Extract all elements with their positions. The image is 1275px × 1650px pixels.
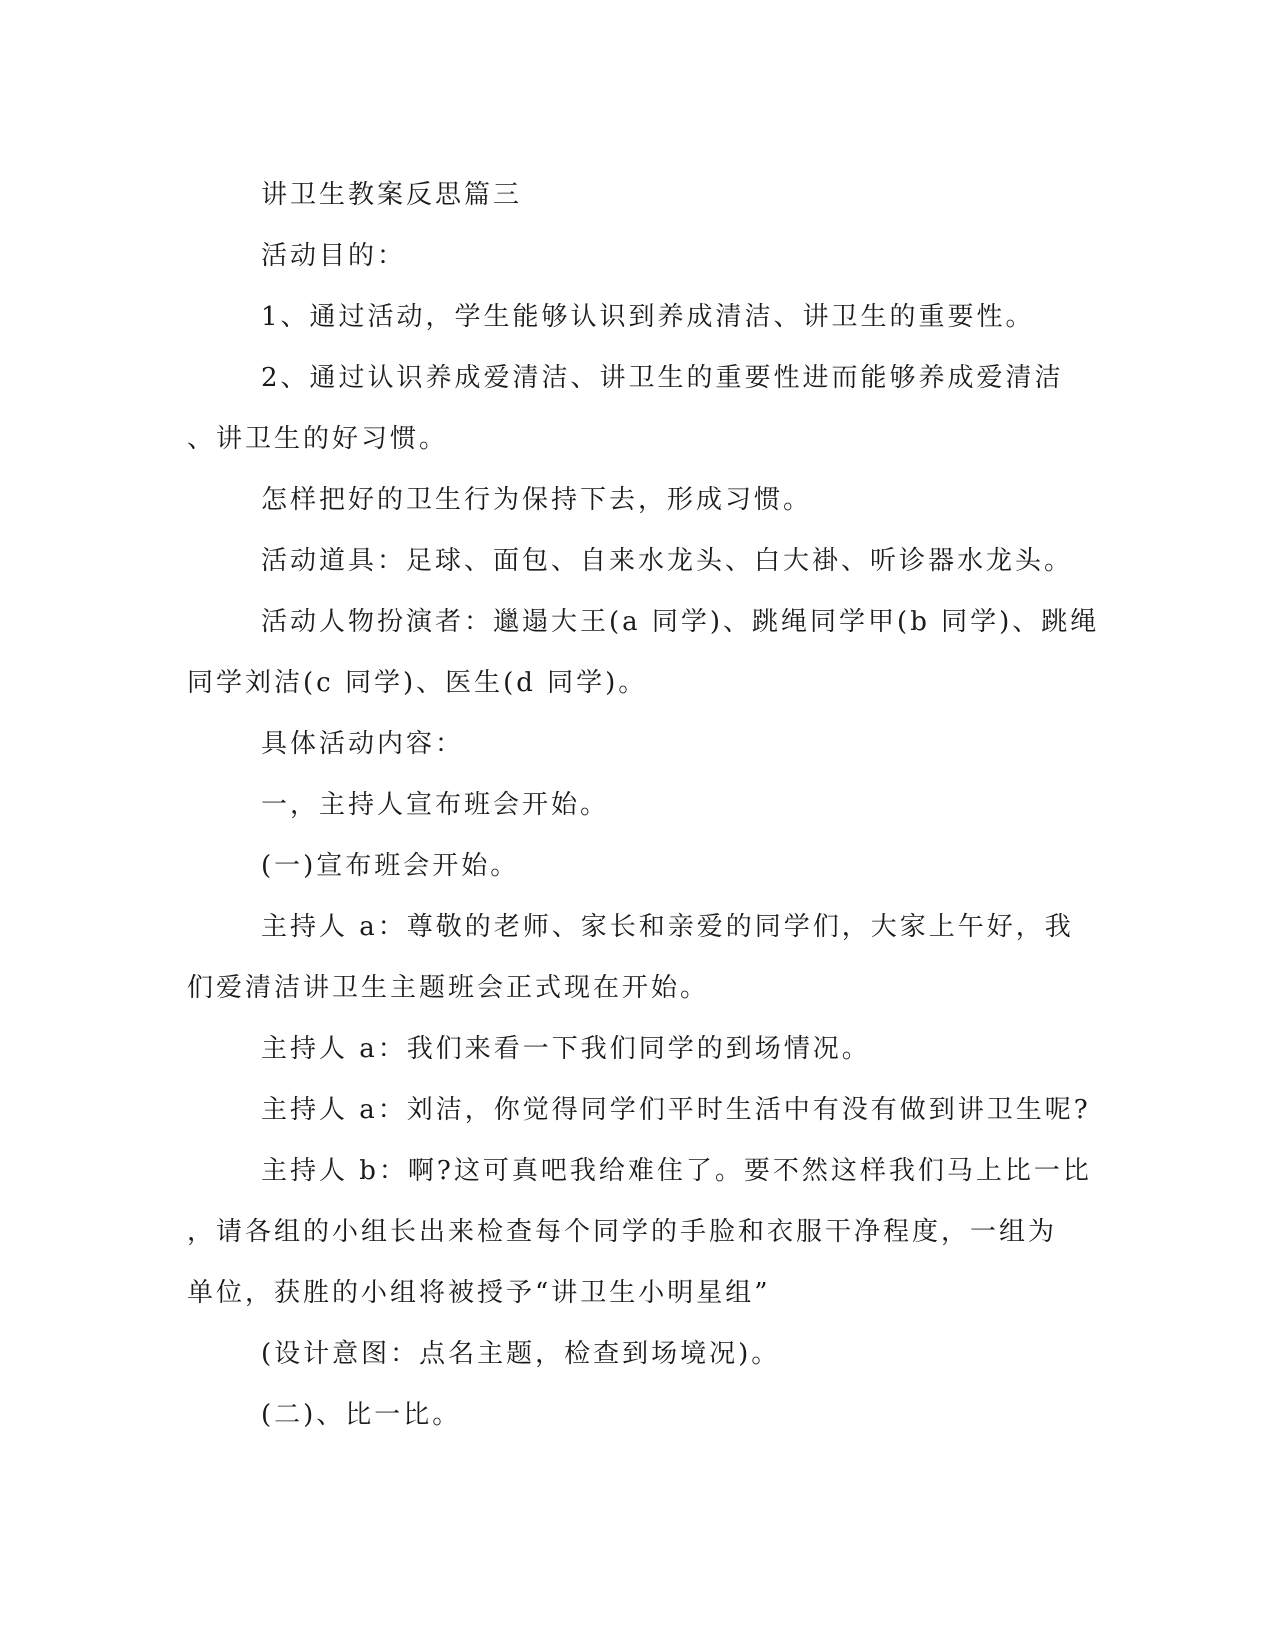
text-line: 主持人 a：尊敬的老师、家长和亲爱的同学们，大家上午好，我 bbox=[261, 912, 1074, 942]
text-line: 怎样把好的卫生行为保持下去，形成习惯。 bbox=[261, 485, 813, 515]
text-line: 一，主持人宣布班会开始。 bbox=[261, 790, 610, 820]
text-line: 主持人 a：刘洁，你觉得同学们平时生活中有没有做到讲卫生呢? bbox=[261, 1095, 1091, 1125]
paragraph bbox=[187, 592, 1100, 714]
text-line: 、讲卫生的好习惯。 bbox=[187, 424, 449, 454]
paragraph bbox=[187, 470, 1087, 531]
paragraph bbox=[187, 226, 1087, 287]
text-line: (设计意图：点名主题，检查到场境况)。 bbox=[261, 1339, 781, 1369]
paragraph bbox=[187, 287, 1087, 348]
text-line: ，请各组的小组长出来检查每个同学的手脸和衣服干净程度，一组为 bbox=[187, 1217, 1058, 1247]
paragraph bbox=[187, 531, 1087, 592]
text-line: (一)宣布班会开始。 bbox=[261, 851, 520, 881]
document-body bbox=[187, 165, 1100, 1446]
text-line: 具体活动内容： bbox=[261, 729, 465, 759]
text-line: 单位，获胜的小组将被授予“讲卫生小明星组” bbox=[187, 1278, 771, 1308]
paragraph bbox=[187, 775, 1087, 836]
paragraph bbox=[187, 836, 1087, 897]
text-line: 同学刘洁(c 同学)、医生(d 同学)。 bbox=[187, 668, 648, 698]
text-line: 活动道具：足球、面包、自来水龙头、白大褂、听诊器水龙头。 bbox=[261, 546, 1074, 576]
paragraph bbox=[187, 1324, 1087, 1385]
text-line: 1、通过活动，学生能够认识到养成清洁、讲卫生的重要性。 bbox=[261, 302, 1035, 332]
paragraph bbox=[187, 714, 1087, 775]
text-line: 活动人物扮演者：邋遢大王(a 同学)、跳绳同学甲(b 同学)、跳绳 bbox=[261, 607, 1100, 637]
document-title bbox=[187, 165, 1087, 226]
paragraph bbox=[187, 1141, 1092, 1324]
text-line: 主持人 b：啊?这可真吧我给难住了。要不然这样我们马上比一比 bbox=[261, 1156, 1092, 1186]
paragraph bbox=[187, 348, 1087, 470]
text-line: 活动目的： bbox=[261, 241, 407, 271]
text-line: 2、通过认识养成爱清洁、讲卫生的重要性进而能够养成爱清洁 bbox=[261, 363, 1064, 393]
paragraph bbox=[187, 1385, 1087, 1446]
text-line: 主持人 a：我们来看一下我们同学的到场情况。 bbox=[261, 1034, 871, 1064]
text-line: (二)、比一比。 bbox=[261, 1400, 462, 1430]
text-line: 讲卫生教案反思篇三 bbox=[261, 180, 523, 210]
text-line: 们爱清洁讲卫生主题班会正式现在开始。 bbox=[187, 973, 710, 1003]
paragraph bbox=[187, 897, 1087, 1019]
paragraph bbox=[187, 1080, 1091, 1141]
paragraph bbox=[187, 1019, 1087, 1080]
